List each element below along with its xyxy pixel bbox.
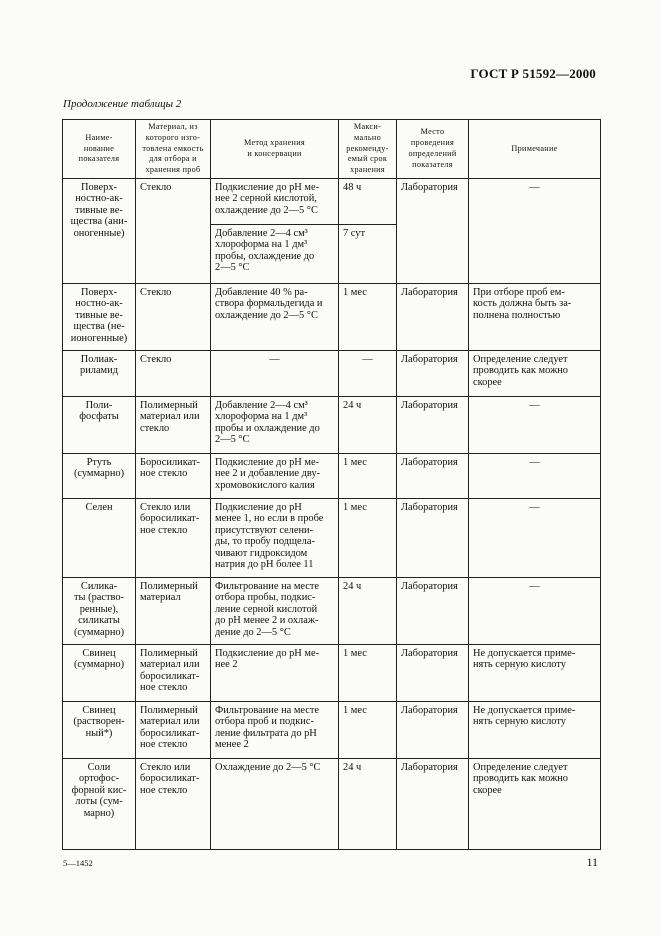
- storage-method: Фильтрование на месте отбора проб и подкис- ление фильтрата до pH менее 2: [211, 702, 339, 759]
- header-note: Примечание: [469, 120, 601, 179]
- table-row: [63, 499, 601, 578]
- table-row: [63, 284, 601, 351]
- storage-term: 1 мес: [339, 702, 397, 759]
- container-material: Стекло: [136, 351, 211, 397]
- table-row: [63, 179, 601, 225]
- storage-method: Добавление 2—4 см³ хлороформа на 1 дм³ пробы, охлаждение до 2—5 °С: [211, 225, 339, 284]
- table-caption: Продолжение таблицы 2: [63, 98, 182, 110]
- note: При отборе проб ем- кость должна быть за- полнена полностью: [469, 284, 601, 351]
- table-row: [63, 578, 601, 645]
- storage-method: Фильтрование на месте отбора пробы, подкис- ление серной кислотой до pH менее 2 и охлаж- дение до 2—5 °С: [211, 578, 339, 645]
- storage-term: 24 ч: [339, 397, 397, 454]
- storage-term: 7 сут: [339, 225, 397, 284]
- determination-place: Лаборатория: [397, 759, 469, 850]
- indicator-name: Полиак- риламид: [63, 351, 136, 397]
- container-material: Стекло: [136, 179, 211, 284]
- indicator-name: Поли- фосфаты: [63, 397, 136, 454]
- indicator-name: Ртуть (суммарно): [63, 454, 136, 499]
- header-term: Макси- мально рекоменду- емый срок хранения: [339, 120, 397, 179]
- note: —: [469, 397, 601, 454]
- determination-place: Лаборатория: [397, 397, 469, 454]
- determination-place: Лаборатория: [397, 645, 469, 702]
- determination-place: Лаборатория: [397, 499, 469, 578]
- page-number: 11: [586, 855, 598, 869]
- note: —: [469, 499, 601, 578]
- header-name: Наиме- нование показателя: [63, 120, 136, 179]
- storage-method: Добавление 40 % ра- створа формальдегида и охлаждение до 2—5 °С: [211, 284, 339, 351]
- table-row: [63, 759, 601, 850]
- table-header-row: [63, 120, 601, 179]
- storage-method: Добавление 2—4 см³ хлороформа на 1 дм³ пробы и охлаждение до 2—5 °С: [211, 397, 339, 454]
- storage-method: Подкисление до pH ме- нее 2: [211, 645, 339, 702]
- container-material: Стекло или боросиликат- ное стекло: [136, 499, 211, 578]
- table-row: [63, 702, 601, 759]
- storage-method: Подкисление до pH ме- нее 2 серной кислотой, охлаждение до 2—5 °С: [211, 179, 339, 225]
- indicator-name: Соли ортофос- форной кис- лоты (сум- марно): [63, 759, 136, 850]
- determination-place: Лаборатория: [397, 179, 469, 284]
- storage-term: 1 мес: [339, 499, 397, 578]
- indicator-name: Свинец (растворен- ный*): [63, 702, 136, 759]
- storage-table: [62, 119, 601, 850]
- container-material: Боросиликат- ное стекло: [136, 454, 211, 499]
- print-code: 5—1452: [63, 858, 93, 868]
- note: Не допускается приме- нять серную кислоту: [469, 645, 601, 702]
- determination-place: Лаборатория: [397, 454, 469, 499]
- storage-term: 1 мес: [339, 284, 397, 351]
- storage-term: 24 ч: [339, 578, 397, 645]
- container-material: Полимерный материал или стекло: [136, 397, 211, 454]
- storage-method: Подкисление до pH ме- нее 2 и добавление дву- хромовокислого калия: [211, 454, 339, 499]
- indicator-name: Поверх- ностно-ак- тивные ве- щества (не- ионогенные): [63, 284, 136, 351]
- determination-place: Лаборатория: [397, 351, 469, 397]
- container-material: Полимерный материал или боросиликат- ное стекло: [136, 645, 211, 702]
- standard-number: ГОСТ Р 51592—2000: [470, 66, 596, 81]
- storage-method: —: [211, 351, 339, 397]
- table-row: [63, 351, 601, 397]
- table-row: [63, 645, 601, 702]
- container-material: Полимерный материал или боросиликат- ное стекло: [136, 702, 211, 759]
- note: —: [469, 454, 601, 499]
- header-material: Материал, из которого изго- товлена емкость для отбора и хранения проб: [136, 120, 211, 179]
- note: —: [469, 578, 601, 645]
- table-row: [63, 454, 601, 499]
- indicator-name: Селен: [63, 499, 136, 578]
- indicator-name: Силика- ты (раство- ренные), силикаты (суммарно): [63, 578, 136, 645]
- storage-method: Охлаждение до 2—5 °С: [211, 759, 339, 850]
- note: —: [469, 179, 601, 284]
- indicator-name: Поверх- ностно-ак- тивные ве- щества (ани- оногенные): [63, 179, 136, 284]
- table-row: [63, 397, 601, 454]
- note: Не допускается приме- нять серную кислоту: [469, 702, 601, 759]
- note: Определение следует проводить как можно скорее: [469, 759, 601, 850]
- storage-term: 24 ч: [339, 759, 397, 850]
- storage-term: 1 мес: [339, 645, 397, 702]
- determination-place: Лаборатория: [397, 702, 469, 759]
- container-material: Полимерный материал: [136, 578, 211, 645]
- note: Определение следует проводить как можно скорее: [469, 351, 601, 397]
- determination-place: Лаборатория: [397, 578, 469, 645]
- header-place: Место проведения определений показателя: [397, 120, 469, 179]
- storage-term: 48 ч: [339, 179, 397, 225]
- indicator-name: Свинец (суммарно): [63, 645, 136, 702]
- storage-term: 1 мес: [339, 454, 397, 499]
- storage-term: —: [339, 351, 397, 397]
- container-material: Стекло: [136, 284, 211, 351]
- storage-method: Подкисление до pH менее 1, но если в пробе присутствуют селени- ды, то пробу подщела- чивают гидроксидом натрия до pH более 11: [211, 499, 339, 578]
- determination-place: Лаборатория: [397, 284, 469, 351]
- header-method: Метод хранения и консервации: [211, 120, 339, 179]
- container-material: Стекло или боросиликат- ное стекло: [136, 759, 211, 850]
